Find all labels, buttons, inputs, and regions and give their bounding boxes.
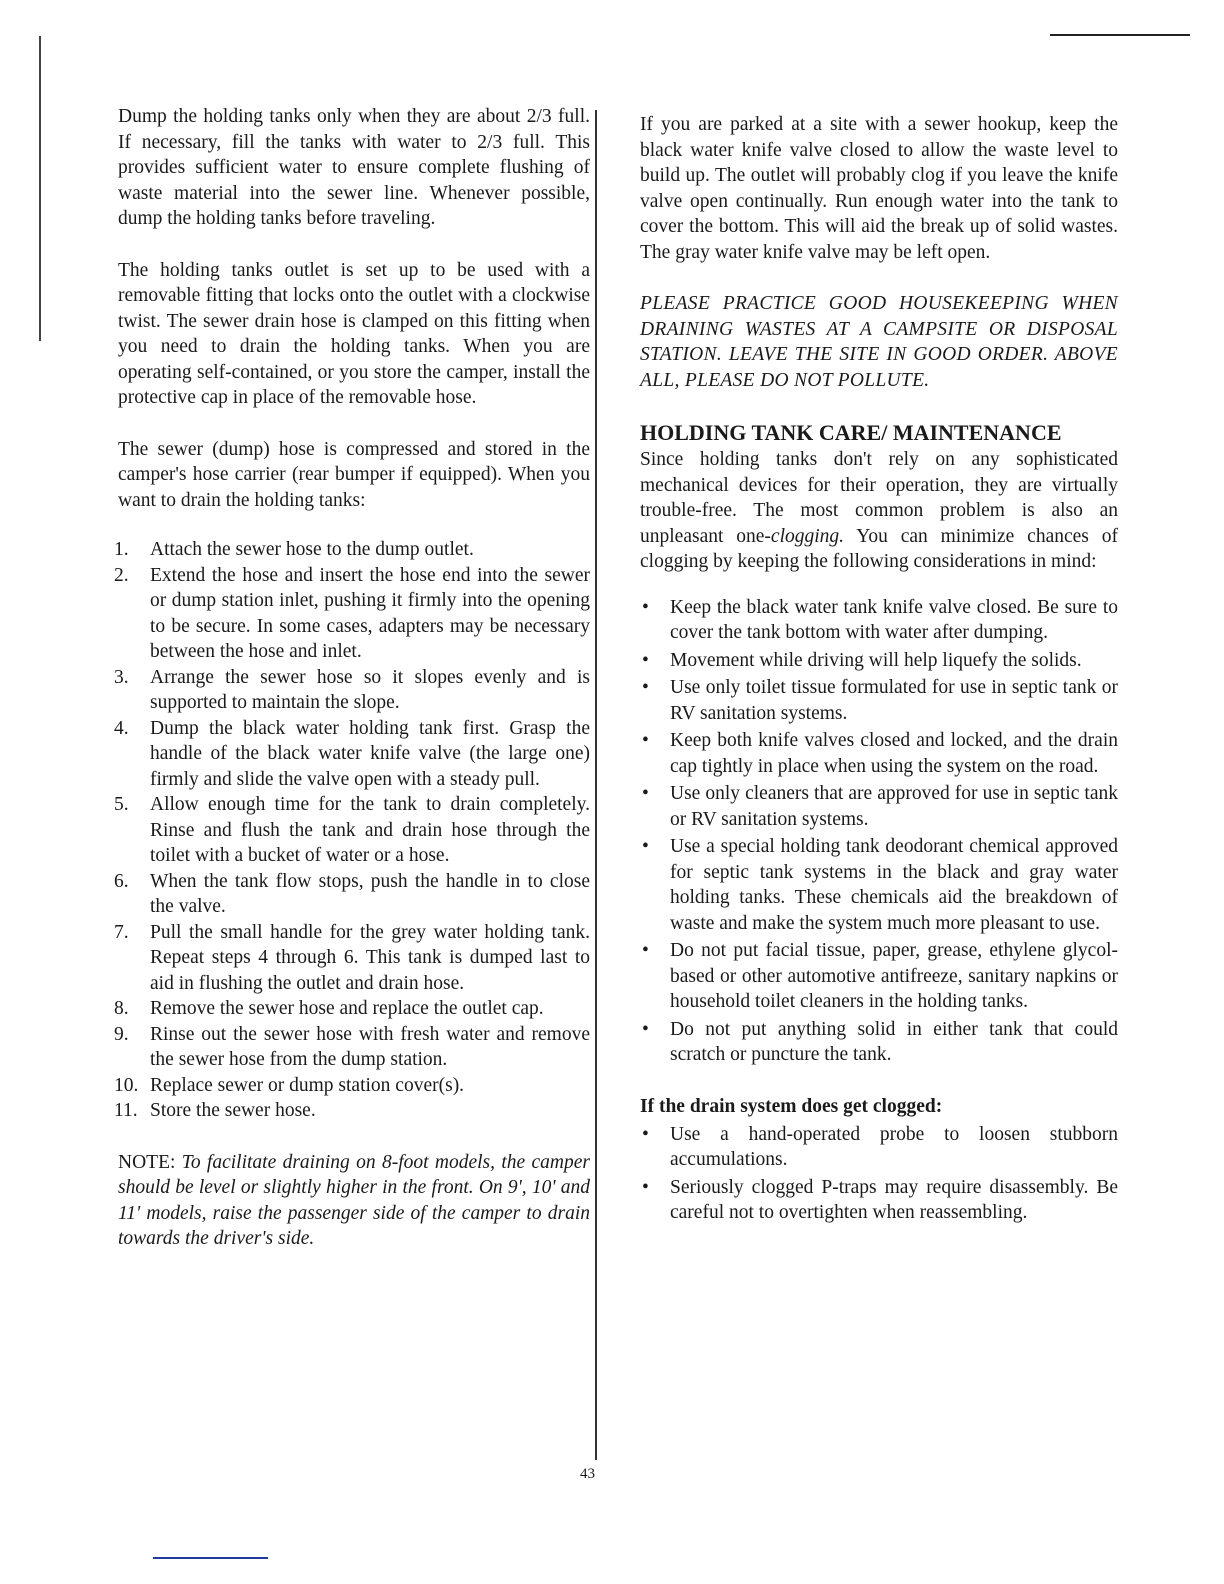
bullet-icon: • [642,1123,649,1145]
note-label: NOTE: [118,1151,176,1173]
bottom-rule [153,1557,268,1559]
margin-line [39,36,41,341]
bullet-icon: • [642,677,649,698]
section-heading: HOLDING TANK CARE/ MAINTENANCE [640,420,1062,445]
list-item: • Movement while driving will help liquefy the solids. [640,648,1118,674]
list-item: • Use a special holding tank deodorant chemical approved for septic tank systems in the black and gray water holding tanks. These chemicals aid the breakdown of waste and make the system much more pleasant to use. [642,836,1118,934]
bullet-icon: • [642,1018,649,1040]
maintenance-bullet-list [640,595,1118,1068]
list-item: • Do not put facial tissue, paper, grease, ethylene glycol-based or other automotive antifreeze, sanitary napkins or household toilet cleaners in the holding tanks. [642,940,1118,1012]
bullet-icon: • [642,940,649,961]
list-item: 4. Dump the black water holding tank first. Grasp the handle of the black water knife valve (the large one) firmly and slide the valve open with a steady pull. [114,717,590,790]
bullet-icon: • [642,649,649,671]
clog-subheading: If the drain system does get clogged: [640,1095,943,1117]
list-item: • Keep both knife valves closed and locked, and the drain cap tightly in place when using the system on the road. [642,730,1118,777]
note-paragraph [118,1150,590,1252]
paragraph-maintenance-intro: Since holding tanks don't rely on any sophisticated mechanical devices for their operation, they are virtually trouble-free. The most common problem is also an unpleasant one-clogging. You can minimize chances of clogging by keeping the following considerations in mind: [640,449,1118,572]
paragraph-dump-timing: Dump the holding tanks only when they are about 2/3 full. If necessary, fill the tanks with water to 2/3 full. This provides sufficient water to ensure complete flushing of waste material into the sewer line. Whenever possible, dump the holding tanks before traveling. [118,106,590,229]
list-item: 3. Arrange the sewer hose so it slopes evenly and is supported to maintain the slope. [114,666,590,713]
note-text: To facilitate draining on 8-foot models, the camper should be level or slightly higher in the front. On 9', 10' and 11' models, raise the passenger side of the camper to drain towards the driver's side. [118,1151,591,1249]
paragraph-sewer-hose: The sewer (dump) hose is compressed and stored in the camper's hose carrier (rear bumper if equipped). When you want to drain the holding tanks: [118,438,590,511]
bullet-icon: • [642,1176,649,1198]
list-item: 2. Extend the hose and insert the hose end into the sewer or dump station inlet, pushing it firmly into the opening to be secure. In some cases, adapters may be necessary between the hose and inlet. [114,564,590,662]
list-item: • Use only cleaners that are approved for use in septic tank or RV sanitation systems. [642,783,1118,830]
right-column [640,112,1118,1228]
list-item: 6. When the tank flow stops, push the handle in to close the valve. [114,870,590,917]
clog-bullet-list [640,1122,1118,1226]
left-column [114,104,591,1252]
list-item: • Keep the black water tank knife valve closed. Be sure to cover the tank bottom with water after dumping. [642,596,1118,643]
list-item: 8. Remove the sewer hose and replace the outlet cap. [114,998,544,1019]
list-item: 10. Replace sewer or dump station cover(s). [114,1074,465,1096]
list-item: • Use a hand-operated probe to loosen stubborn accumulations. [642,1123,1118,1170]
bullet-icon: • [642,730,649,751]
bullet-icon: • [642,836,649,857]
list-item: 5. Allow enough time for the tank to drain completely. Rinse and flush the tank and drain hose through the toilet with a bucket of water or a hose. [114,794,590,866]
list-item: • Seriously clogged P-traps may require disassembly. Be careful not to overtighten when reassembling. [642,1176,1118,1223]
list-item: 7. Pull the small handle for the grey water holding tank. Repeat steps 4 through 6. This tank is dumped last to aid in flushing the outlet and drain hose. [114,921,590,994]
housekeeping-notice: PLEASE PRACTICE GOOD HOUSEKEEPING WHEN DRAINING WASTES AT A CAMPSITE OR DISPOSAL STATION. LEAVE THE SITE IN GOOD ORDER. ABOVE ALL, PLEASE DO NOT POLLUTE. [640,293,1118,391]
bullet-icon: • [642,596,649,618]
column-divider [595,110,597,1460]
list-item: 9. Rinse out the sewer hose with fresh water and remove the sewer hose from the dump station. [114,1023,590,1070]
top-rule [1050,34,1190,36]
list-item: 1. Attach the sewer hose to the dump outlet. [114,539,474,560]
paragraph-sewer-hookup: If you are parked at a site with a sewer hookup, keep the black water knife valve closed to allow the waste level to build up. The outlet will probably clog if you leave the knife valve open continually. Run enough water into the tank to cover the bottom. This will aid the break up of solid wastes. The gray water knife valve may be left open. [640,114,1118,263]
drain-steps-list [114,537,590,1124]
list-item: 11. Store the sewer hose. [114,1100,316,1121]
list-item: • Use only toilet tissue formulated for use in septic tank or RV sanitation systems. [642,677,1118,724]
bullet-icon: • [642,783,649,804]
page-number: 43 [580,1466,595,1482]
paragraph-outlet-fitting: The holding tanks outlet is set up to be used with a removable fitting that locks onto the outlet with a clockwise twist. The sewer drain hose is clamped on this fitting when you need to drain the holding tanks. When you are operating self-contained, or you store the camper, install the protective cap in place of the removable hose. [118,259,590,408]
list-item: • Do not put anything solid in either tank that could scratch or puncture the tank. [642,1018,1118,1065]
